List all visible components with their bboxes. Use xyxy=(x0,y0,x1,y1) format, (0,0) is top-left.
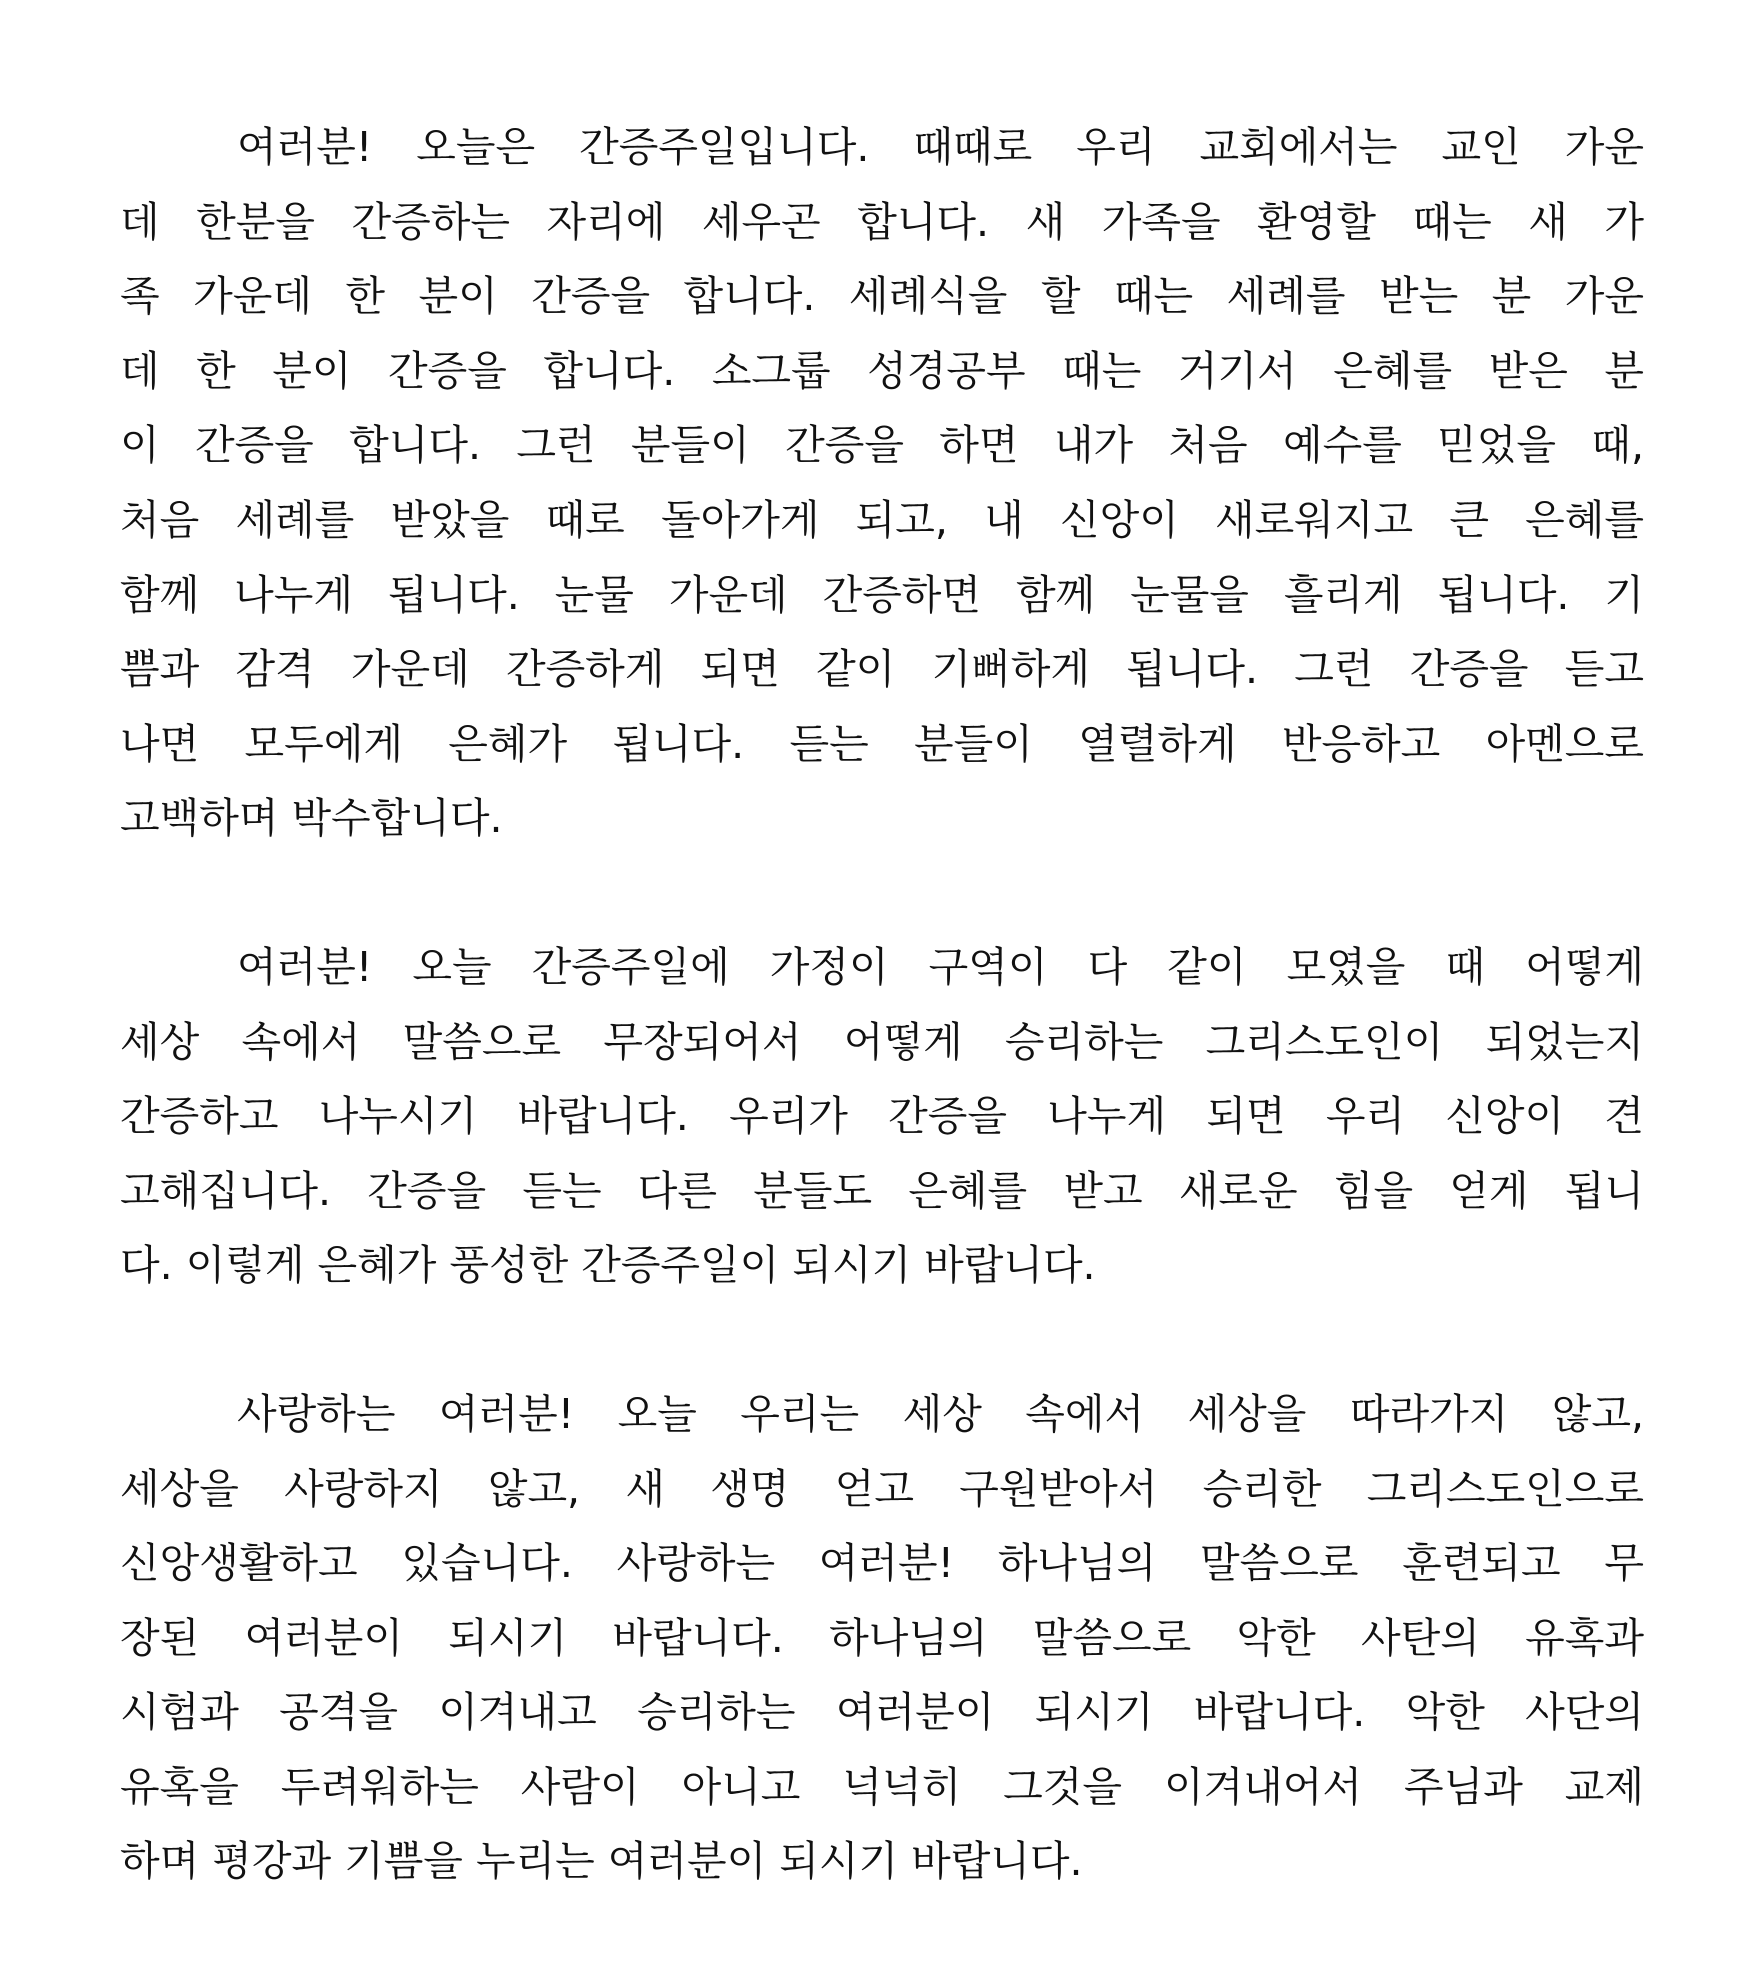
text-line: 여러분! 오늘은 간증주일입니다. 때때로 우리 교회에서는 교인 가운 xyxy=(237,123,1644,171)
text-line: 족 가운데 한 분이 간증을 합니다. 세례식을 할 때는 세례를 받는 분 가운 xyxy=(120,272,1644,321)
text-line: 다. 이렇게 은혜가 풍성한 간증주일이 되시기 바랍니다. xyxy=(120,1241,1096,1290)
text-line: 세상 속에서 말씀으로 무장되어서 어떻게 승리하는 그리스도인이 되었는지 xyxy=(120,1017,1644,1066)
paragraph-2 xyxy=(120,930,1644,1303)
text-line: 장된 여러분이 되시기 바랍니다. 하나님의 말씀으로 악한 사탄의 유혹과 xyxy=(120,1613,1644,1662)
text-line: 고백하며 박수합니다. xyxy=(120,794,503,843)
text-line: 나면 모두에게 은혜가 됩니다. 듣는 분들이 열렬하게 반응하고 아멘으로 xyxy=(120,719,1644,768)
text-line: 함께 나누게 됩니다. 눈물 가운데 간증하면 함께 눈물을 흘리게 됩니다. 기 xyxy=(120,570,1644,619)
text-line: 처음 세례를 받았을 때로 돌아가게 되고, 내 신앙이 새로워지고 큰 은혜를 xyxy=(120,495,1644,544)
paragraph-3 xyxy=(120,1377,1644,1899)
text-line: 신앙생활하고 있습니다. 사랑하는 여러분! 하나님의 말씀으로 훈련되고 무 xyxy=(120,1539,1644,1588)
text-line: 이 간증을 합니다. 그런 분들이 간증을 하면 내가 처음 예수를 믿었을 때, xyxy=(120,421,1644,470)
text-line: 하며 평강과 기쁨을 누리는 여러분이 되시기 바랍니다. xyxy=(120,1837,1083,1886)
text-line: 간증하고 나누시기 바랍니다. 우리가 간증을 나누게 되면 우리 신앙이 견 xyxy=(120,1092,1644,1141)
text-line: 세상을 사랑하지 않고, 새 생명 얻고 구원받아서 승리한 그리스도인으로 xyxy=(120,1464,1644,1513)
text-line: 시험과 공격을 이겨내고 승리하는 여러분이 되시기 바랍니다. 악한 사단의 xyxy=(120,1688,1644,1737)
text-line: 여러분! 오늘 간증주일에 가정이 구역이 다 같이 모였을 때 어떻게 xyxy=(237,942,1644,991)
text-line: 데 한 분이 간증을 합니다. 소그룹 성경공부 때는 거기서 은혜를 받은 분 xyxy=(120,346,1644,395)
text-line: 사랑하는 여러분! 오늘 우리는 세상 속에서 세상을 따라가지 않고, xyxy=(237,1389,1644,1438)
document-page xyxy=(120,110,1644,1973)
text-line: 유혹을 두려워하는 사람이 아니고 넉넉히 그것을 이겨내어서 주님과 교제 xyxy=(120,1762,1644,1811)
text-line: 고해집니다. 간증을 듣는 다른 분들도 은혜를 받고 새로운 힘을 얻게 됩니 xyxy=(120,1166,1644,1215)
text-line: 쁨과 감격 가운데 간증하게 되면 같이 기뻐하게 됩니다. 그런 간증을 듣고 xyxy=(120,645,1644,694)
text-line: 데 한분을 간증하는 자리에 세우곤 합니다. 새 가족을 환영할 때는 새 가 xyxy=(120,197,1644,246)
paragraph-1 xyxy=(120,110,1644,856)
